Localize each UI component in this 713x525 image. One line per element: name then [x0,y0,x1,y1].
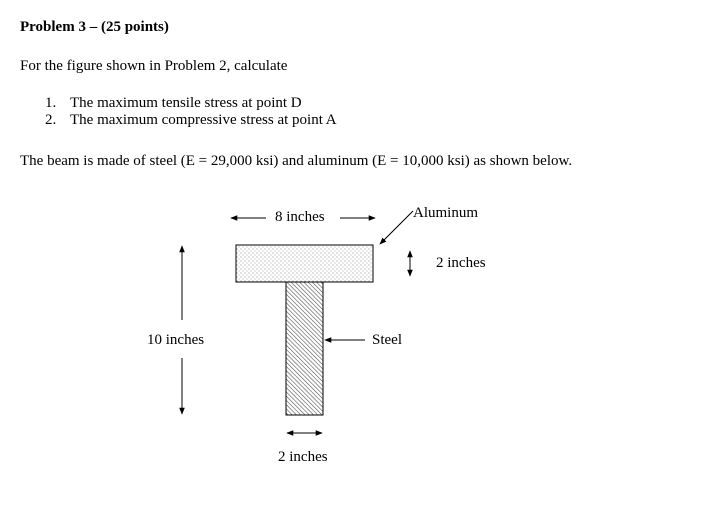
steel-web [286,282,323,415]
flange-width-label: 8 inches [275,209,325,225]
flange-thickness-label: 2 inches [436,255,486,271]
problem-intro: For the figure shown in Problem 2, calculate [20,58,288,74]
task-number: 2. [45,112,57,128]
aluminum-label: Aluminum [413,205,479,221]
task-text: The maximum compressive stress at point A [70,112,337,128]
materials-statement: The beam is made of steel (E = 29,000 ksi) and aluminum (E = 10,000 ksi) as shown below. [20,153,573,169]
web-width-label: 2 inches [278,449,328,465]
aluminum-leader [380,211,413,244]
total-height-label: 10 inches [147,332,205,348]
problem-title: Problem 3 – (25 points) [20,19,169,35]
steel-label: Steel [372,332,402,348]
task-number: 1. [45,95,57,111]
task-text: The maximum tensile stress at point D [70,95,302,111]
aluminum-flange [236,245,373,282]
